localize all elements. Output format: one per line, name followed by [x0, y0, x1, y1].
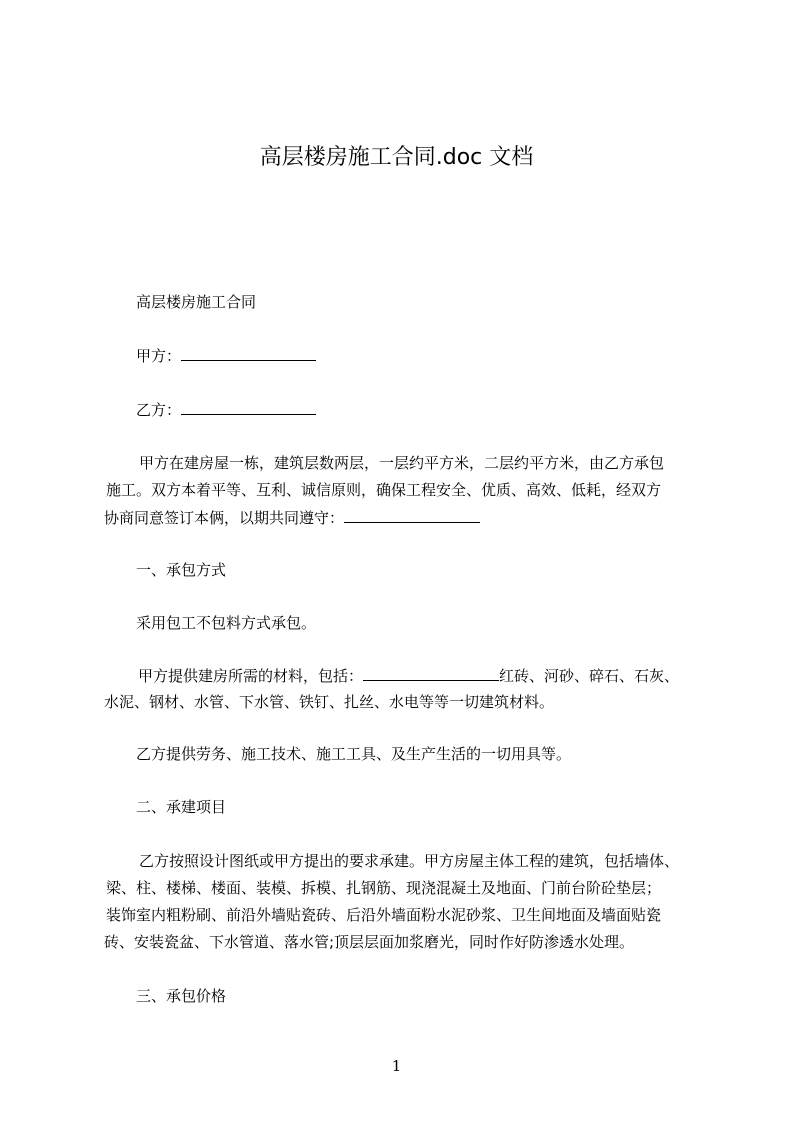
materials-list-start: 红砖、河砂、碎石、石灰、 [499, 667, 680, 685]
section-3-title: 三、承包价格 [136, 987, 227, 1005]
party-a-blank [181, 345, 316, 361]
section-1-paragraph-1: 采用包工不包料方式承包。 [136, 614, 317, 632]
intro-line-2: 施工。双方本着平等、互利、诚信原则，确保工程安全、优质、高效、低耗，经双方 [106, 481, 662, 499]
party-b-line [136, 399, 316, 420]
intro-blank [344, 507, 480, 523]
section-2-line-2: 梁、柱、楼梯、楼面、装模、拆模、扎钢筋、现浇混凝土及地面、门前台阶砼垫层； [106, 879, 662, 897]
section-1-title: 一、承包方式 [136, 561, 227, 579]
materials-blank [363, 665, 499, 681]
party-b-label: 乙方： [136, 401, 182, 419]
section-2-line-3: 装饰室内粗粉刷、前沿外墙贴瓷砖、后沿外墙面粉水泥砂浆、卫生间地面及墙面贴瓷 [106, 906, 662, 924]
section-1-paragraph-2-line-1 [138, 665, 679, 686]
section-2-line-1: 乙方按照设计图纸或甲方提出的要求承建。甲方房屋主体工程的建筑，包括墙体、 [139, 852, 680, 870]
section-1-paragraph-2-line-2: 水泥、钢材、水管、下水管、铁钉、扎丝、水电等等一切建筑材料。 [104, 693, 555, 711]
intro-line-3 [104, 507, 480, 528]
materials-lead: 甲方提供建房所需的材料，包括： [138, 667, 364, 685]
party-b-blank [181, 399, 316, 415]
intro-line-3-text: 协商同意签订本俩，以期共同遵守： [104, 509, 345, 527]
page-number: 1 [391, 1057, 402, 1075]
section-2-line-4: 砖、安装瓷盆、下水管道、落水管;顶层层面加浆磨光，同时作好防渗透水处理。 [104, 933, 635, 951]
contract-heading: 高层楼房施工合同 [136, 293, 257, 311]
section-1-paragraph-3: 乙方提供劳务、施工技术、施工工具、及生产生活的一切用具等。 [136, 745, 572, 763]
section-2-title: 二、承建项目 [136, 798, 227, 816]
party-a-label: 甲方： [136, 347, 182, 365]
intro-line-1: 甲方在建房屋一栋，建筑层数两层，一层约平方米，二层约平方米，由乙方承包 [139, 454, 665, 472]
party-a-line [136, 345, 316, 366]
document-title: 高层楼房施工合同.doc 文档 [259, 145, 534, 170]
